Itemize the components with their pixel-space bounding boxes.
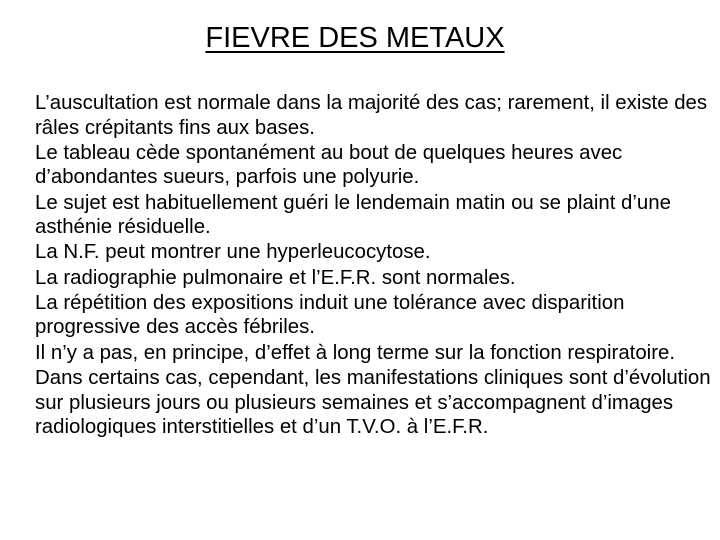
paragraph-cas-particuliers: Dans certains cas, cependant, les manifestations cliniques sont d’évolution sur plusieurs jours ou plusieurs semaines et s’accompagnent d’images radiologiques interstitielles et d’un T.V.O. à l’E.F.R.	[35, 367, 711, 439]
paragraph-tolerance: La répétition des expositions induit une tolérance avec disparition progressive des accès fébriles.	[35, 291, 625, 339]
paragraph-long-terme: Il n’y a pas, en principe, d’effet à long terme sur la fonction respiratoire.	[35, 341, 676, 364]
paragraph-evolution: Le tableau cède spontanément au bout de quelques heures avec d’abondantes sueurs, parfois une polyurie.	[35, 141, 623, 189]
paragraph-radiographie: La radiographie pulmonaire et l’E.F.R. sont normales.	[35, 266, 516, 289]
paragraph-guerison: Le sujet est habituellement guéri le lendemain matin ou se plaint d’une asthénie résiduelle.	[35, 191, 671, 239]
paragraph-auscultation: L’auscultation est normale dans la majorité des cas; rarement, il existe des râles crépitants fins aux bases.	[35, 92, 708, 139]
slide-title: FIEVRE DES METAUX	[205, 22, 505, 54]
slide-body	[35, 91, 717, 440]
paragraph-nf: La N.F. peut montrer une hyperleucocytose.	[35, 241, 431, 264]
